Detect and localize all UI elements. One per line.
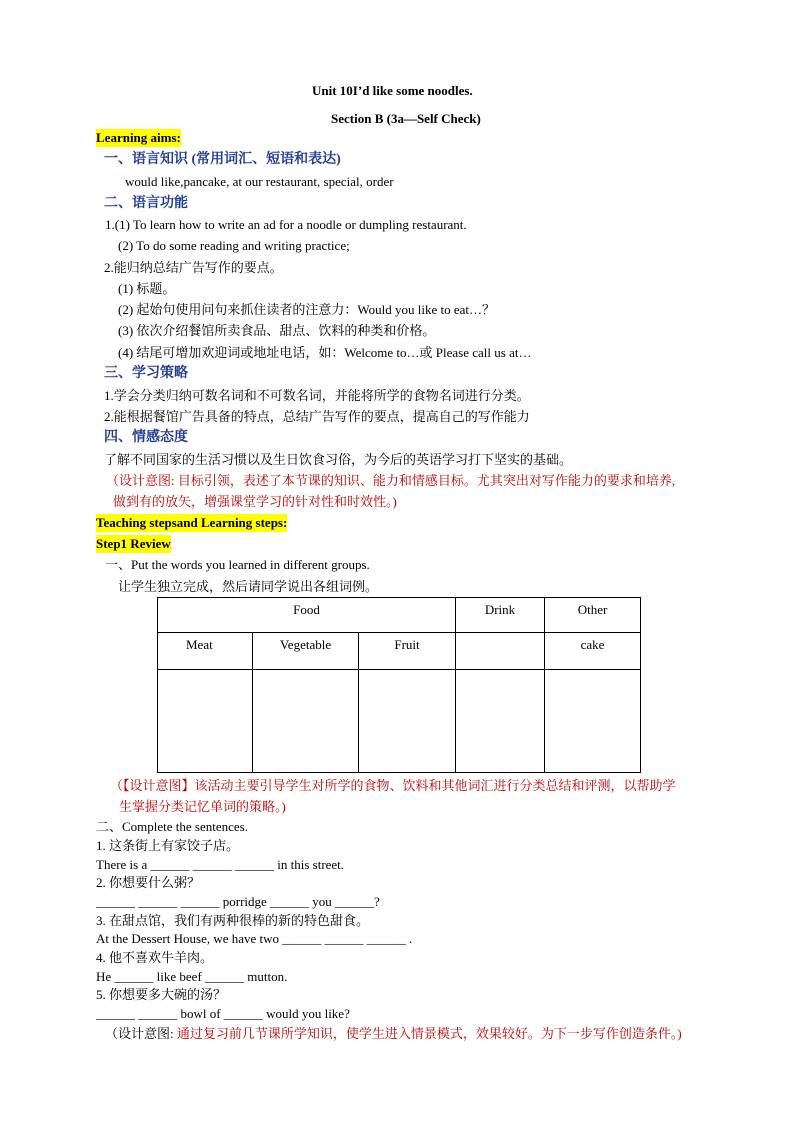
sentence-4-english: He ______ like beef ______ mutton.	[96, 969, 288, 984]
table-header-drink: Drink	[456, 598, 545, 633]
strategy-item-1: 1.学会分类归纳可数名词和不可数名词，并能将所学的食物名词进行分类。	[104, 388, 530, 403]
step1-heading: Step1 Review	[96, 536, 171, 551]
design-intent-2-line-1: （【设计意图】该活动主要引导学生对所学的食物、饮料和其他词汇进行分类总结和评测，以帮助学	[110, 778, 676, 793]
section-language-function-heading: 二、语言功能	[104, 196, 188, 211]
table-blank-drink[interactable]	[456, 670, 545, 773]
function-item-1: 1.(1) To learn how to write an ad for a noodle or dumpling restaurant.	[105, 217, 467, 232]
section-strategy-heading: 三、学习策略	[104, 366, 188, 381]
page-title: Unit 10I’d like some noodles.	[312, 83, 473, 98]
sentence-3-chinese: 3. 在甜点馆，我们有两种很棒的新的特色甜食。	[96, 913, 370, 928]
table-subheader-fruit: Fruit	[359, 633, 456, 670]
sentence-1-chinese: 1. 这条街上有家饺子店。	[96, 838, 240, 853]
section-attitude-heading: 四、情感态度	[104, 430, 188, 445]
learning-aims-heading: Learning aims:	[96, 130, 181, 145]
table-blank-meat[interactable]	[158, 670, 253, 773]
table-subheader-vegetable: Vegetable	[253, 633, 359, 670]
page-subtitle: Section B (3a—Self Check)	[331, 111, 481, 126]
sentence-4-chinese: 4. 他不喜欢牛羊肉。	[96, 950, 214, 965]
design-intent-2-line-2: 生掌握分类记忆单词的策略。)	[119, 799, 286, 814]
design-intent-3-text: 通过复习前几节课所学知识，使学生进入情景模式，效果较好。为下一步写作创造条件。)	[176, 1026, 682, 1041]
strategy-item-2: 2.能根据餐馆广告具备的特点，总结广告写作的要点，提高自己的写作能力	[104, 409, 530, 424]
sentence-2-chinese: 2. 你想要什么粥？	[96, 875, 201, 890]
ad-point-1: (1) 标题。	[118, 281, 176, 296]
design-intent-1-line-1: （设计意图: 目标引领，表述了本节课的知识、能力和情感目标。尤其突出对写作能力的要求和培养,	[106, 473, 676, 488]
section-language-knowledge-heading: 一、语言知识 (常用词汇、短语和表达)	[104, 152, 341, 167]
vocabulary-list: would like,pancake, at our restaurant, special, order	[125, 174, 394, 189]
function-item-2: (2) To do some reading and writing practice;	[118, 238, 350, 253]
ad-point-2: (2) 起始句使用问句来抓住读者的注意力：Would you like to eat…？	[118, 302, 496, 317]
sentence-2-english: ______ ______ ______ porridge ______ you ______?	[96, 894, 380, 909]
table-cell-cake: cake	[545, 633, 641, 670]
attitude-text: 了解不同国家的生活习惯以及生日饮食习俗，为今后的英语学习打下坚实的基础。	[104, 452, 573, 467]
design-intent-1-line-2: 做到有的放矢，增强课堂学习的针对性和时效性。)	[113, 494, 397, 509]
design-intent-3-prefix: （设计意图:	[105, 1026, 177, 1041]
word-category-table	[157, 597, 641, 773]
function-item-3: 2.能归纳总结广告写作的要点。	[104, 260, 283, 275]
sentence-1-english: There is a ______ ______ ______ in this street.	[96, 857, 345, 872]
complete-sentences-heading: 二、Complete the sentences.	[96, 819, 248, 834]
design-intent-3	[105, 1025, 682, 1043]
review-question-1-note: 让学生独立完成，然后请同学说出各组词例。	[118, 579, 379, 594]
table-blank-vegetable[interactable]	[253, 670, 359, 773]
ad-point-3: (3) 依次介绍餐馆所卖食品、甜点、饮料的种类和价格。	[118, 323, 436, 338]
sentence-5-english: ______ ______ bowl of ______ would you like?	[96, 1006, 350, 1021]
review-question-1: 一、Put the words you learned in different groups.	[105, 557, 370, 572]
ad-point-4: (4) 结尾可增加欢迎词或地址电话，如：Welcome to…或 Please call us at…	[118, 345, 532, 360]
table-subheader-meat: Meat	[158, 633, 253, 670]
table-header-food: Food	[158, 598, 456, 633]
table-header-other: Other	[545, 598, 641, 633]
teaching-steps-heading: Teaching stepsand Learning steps:	[96, 515, 288, 530]
sentence-3-english: At the Dessert House, we have two ______ ______ ______ .	[96, 931, 413, 946]
sentence-5-chinese: 5. 你想要多大碗的汤？	[96, 987, 227, 1002]
table-blank-fruit[interactable]	[359, 670, 456, 773]
table-blank-other[interactable]	[545, 670, 641, 773]
table-cell-drink-sub	[456, 633, 545, 670]
